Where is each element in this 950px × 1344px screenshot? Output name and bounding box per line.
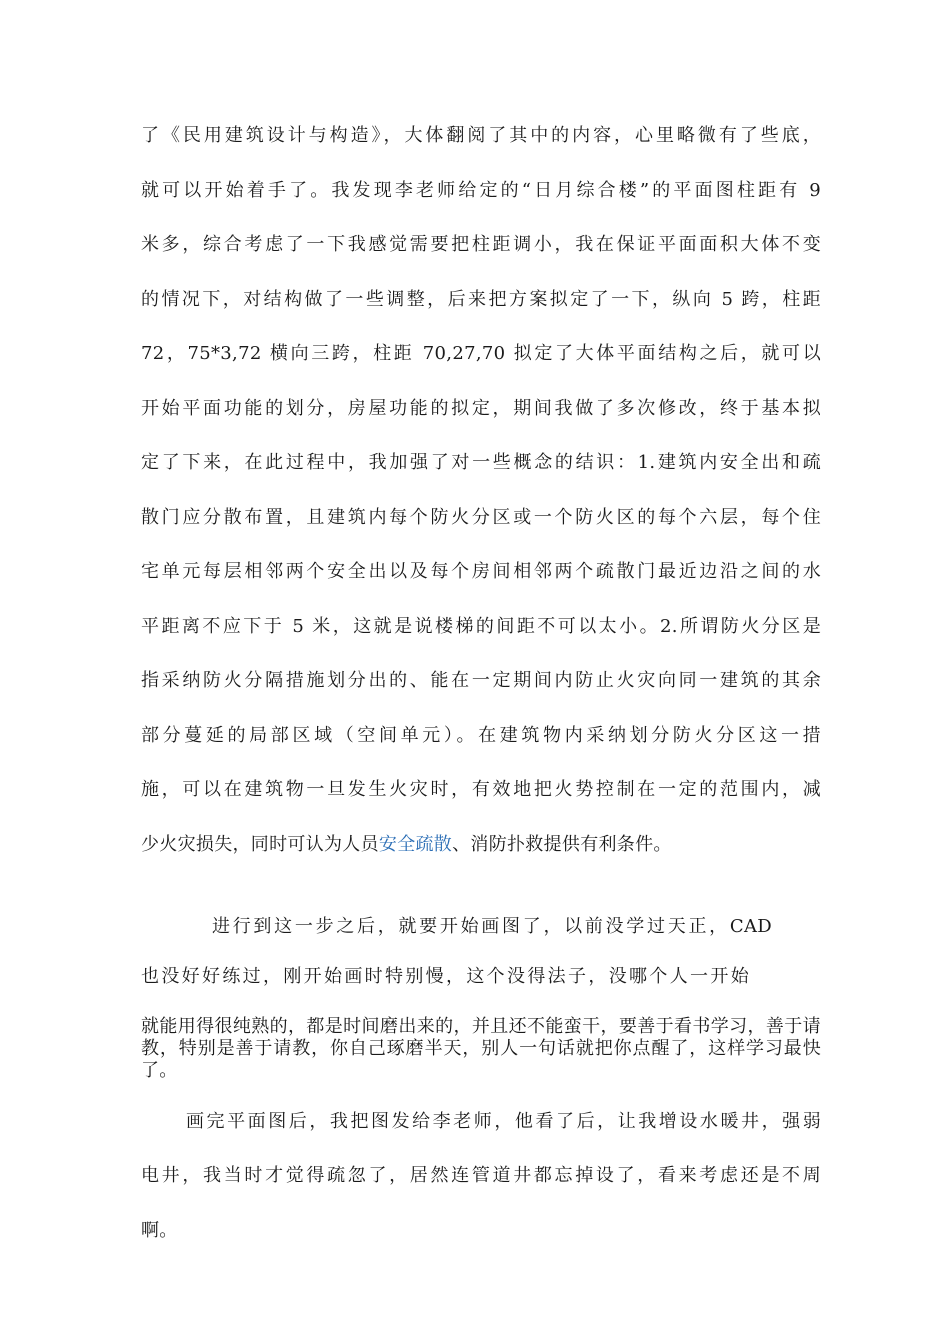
paragraph-3-line-1: 画完平面图后，我把图发给李老师，他看了后，让我增设水暖井，强弱 bbox=[186, 1111, 821, 1132]
paragraph-1-line-3: 米多，综合考虑了一下我感觉需要把柱距调小，我在保证平面面积大体不变 bbox=[141, 234, 821, 255]
paragraph-1-line-10: 平距离不应下于 5 米，这就是说楼梯的间距不可以太小。2.所谓防火分区是 bbox=[141, 616, 821, 637]
paragraph-1-line-9: 宅单元每层相邻两个安全出以及每个房间相邻两个疏散门最近边沿之间的水 bbox=[141, 561, 821, 582]
paragraph-1-line-14 bbox=[141, 833, 821, 857]
paragraph-1-text: 少火灾损失，同时可认为人员 bbox=[141, 834, 379, 855]
paragraph-2-block: 就能用得很纯熟的，都是时间磨出来的，并且还不能蛮干，要善于看书学习，善于请教，特别是善于请教，你自己琢磨半天，别人一句话就把你点醒了，这样学习最快了。 bbox=[141, 1016, 821, 1081]
paragraph-1-line-1: 了《民用建筑设计与构造》，大体翻阅了其中的内容，心里略微有了些底， bbox=[141, 125, 821, 146]
paragraph-1-line-6: 开始平面功能的划分，房屋功能的拟定，期间我做了多次修改，终于基本拟 bbox=[141, 398, 821, 419]
paragraph-1-line-2: 就可以开始着手了。我发现李老师给定的“日月综合楼”的平面图柱距有 9 bbox=[141, 180, 821, 201]
paragraph-2-line-1: 进行到这一步之后，就要开始画图了，以前没学过天正，CAD bbox=[212, 916, 772, 937]
paragraph-1-line-7: 定了下来，在此过程中，我加强了对一些概念的结识：1.建筑内安全出和疏 bbox=[141, 452, 821, 473]
paragraph-3-line-3: 啊。 bbox=[141, 1220, 178, 1241]
paragraph-1-line-5: 72，75*3,72 横向三跨，柱距 70,27,70 拟定了大体平面结构之后，就可以 bbox=[141, 343, 821, 364]
paragraph-1-line-13: 施，可以在建筑物一旦发生火灾时，有效地把火势控制在一定的范围内，减 bbox=[141, 779, 821, 800]
paragraph-2-line-2: 也没好好练过，刚开始画时特别慢，这个没得法子，没哪个人一开始 bbox=[141, 966, 749, 987]
paragraph-1-text-end: 、消防扑救提供有利条件。 bbox=[452, 834, 672, 855]
paragraph-1-line-11: 指采纳防火分隔措施划分出的、能在一定期间内防止火灾向同一建筑的其余 bbox=[141, 670, 821, 691]
paragraph-1-line-12: 部分蔓延的局部区域（空间单元）。在建筑物内采纳划分防火分区这一措 bbox=[141, 725, 821, 746]
paragraph-1-line-4: 的情况下，对结构做了一些调整，后来把方案拟定了一下，纵向 5 跨，柱距 bbox=[141, 289, 821, 310]
safe-evacuation-link[interactable]: 安全疏散 bbox=[378, 834, 453, 855]
paragraph-3-line-2: 电井，我当时才觉得疏忽了，居然连管道井都忘掉设了，看来考虑还是不周 bbox=[141, 1165, 821, 1186]
paragraph-1-line-8: 散门应分散布置，且建筑内每个防火分区或一个防火区的每个六层，每个住 bbox=[141, 507, 821, 528]
